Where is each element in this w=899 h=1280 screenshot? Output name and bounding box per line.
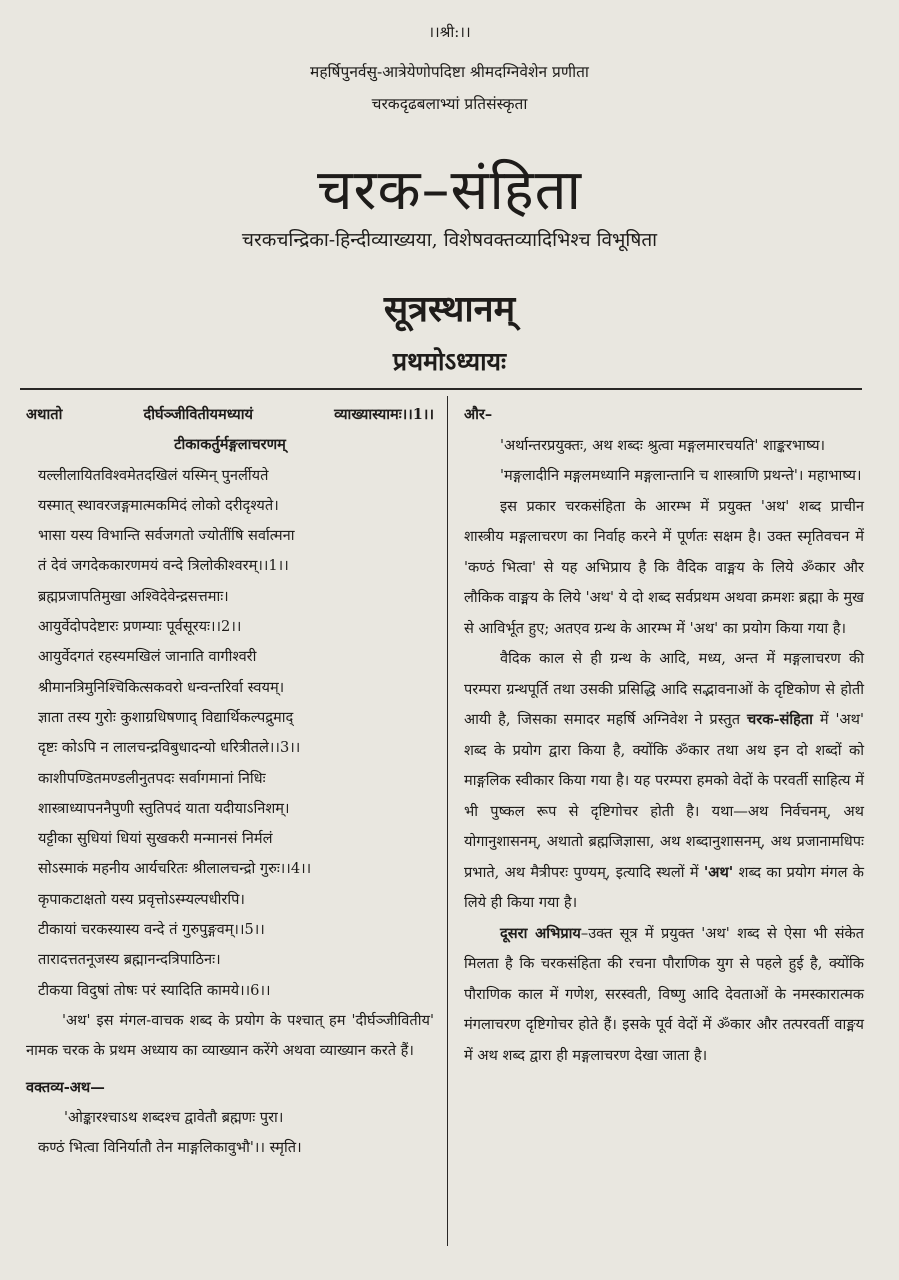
- tika-heading: टीकाकर्तुर्मङ्गलाचरणम्: [174, 436, 286, 454]
- body-paragraph: [464, 644, 864, 919]
- verse-line: तं देवं जगदेककारणमयं वन्दे त्रिलोकीश्वरम्।।1।।: [38, 557, 289, 575]
- verse-line: ज्ञाता तस्य गुरोः कुशाग्रधिषणाद् विद्यार्थिकल्पद्रुमाद्: [38, 708, 294, 726]
- verse-line: ब्रह्मप्रजापतिमुखा अश्विदेवेन्द्रसत्तमाः।: [38, 587, 229, 605]
- subtitle-line-1: महर्षिपुनर्वसु-आत्रेयेणोपदिष्टा श्रीमदग्निवेशेन प्रणीता: [310, 63, 589, 81]
- sutra-word-1: अथातो: [26, 406, 63, 423]
- quote-line: कण्ठं भित्वा विनिर्यातौ तेन माङ्गलिकावुभौ'।। स्मृति।: [38, 1139, 302, 1157]
- text-run: शब्द का प्रयोग मंगल के लिये ही किया गया है।: [464, 863, 864, 911]
- horizontal-rule: [20, 388, 862, 390]
- sutra-word-3: व्याख्यास्यामः।।1।।: [334, 406, 434, 423]
- top-mark: ।।श्री:।।: [428, 23, 471, 41]
- right-column: [464, 400, 864, 1071]
- verse-line: भासा यस्य विभान्ति सर्वजगतो ज्योतींषि सर्वात्मना: [38, 527, 295, 545]
- verse-line: आयुर्वेदोपदेष्टारः प्रणम्याः पूर्वसूरयः।।2।।: [38, 618, 242, 636]
- verse-line: श्रीमानत्रिमुनिश्चिकित्सकवरो धन्वन्तरिर्वा स्वयम्।: [38, 678, 285, 696]
- column-divider: [447, 396, 448, 1246]
- sutra-word-2: दीर्घञ्जीवितीयमध्यायं: [143, 406, 253, 423]
- verse-line: तारादत्ततनूजस्य ब्रह्मानन्दत्रिपाठिनः।: [38, 951, 221, 969]
- vaktavya-heading: वक्तव्य-अथ—: [26, 1078, 105, 1096]
- hindi-paragraph: 'अथ' इस मंगल-वाचक शब्द के प्रयोग के पश्चात् हम 'दीर्घञ्जीवितीय' नामक चरक के प्रथम अध्याय का व्याख्यान करेंगे अथवा व्याख्यान करते हैं।: [26, 1011, 434, 1060]
- verse-line: यस्मात् स्थावरजङ्गमात्मकमिदं लोको दरीदृश्यते।: [38, 496, 279, 514]
- title-subtitle: चरकचन्द्रिका-हिन्दीव्याख्यया, विशेषवक्तव्यादिभिश्च विभूषिता: [241, 229, 658, 251]
- left-column: [26, 400, 434, 1163]
- bold-text: चरक-संहिता: [746, 711, 813, 728]
- verse-line: काशीपण्डितमण्डलीनुतपदः सर्वागमानां निधिः: [38, 769, 266, 787]
- verse-line: आयुर्वेदगतं रहस्यमखिलं जानाति वागीश्वरी: [38, 648, 257, 666]
- quote-paragraph: 'अर्थान्तरप्रयुक्तः, अथ शब्दः श्रुत्वा मङ्गलमारचयति' शाङ्करभाष्य।: [500, 436, 826, 454]
- bold-text: दूसरा अभिप्राय: [500, 924, 581, 942]
- page-title: चरक–संहिता: [317, 158, 582, 223]
- verse-line: यट्टीका सुधियां धियां सुखकरी मन्मानसं निर्मलं: [38, 830, 273, 848]
- quote-paragraph: 'मङ्गलादीनि मङ्गलमध्यानि मङ्गलान्तानि च शास्त्राणि प्रथन्ते'। महाभाष्य।: [500, 467, 862, 484]
- chapter-title: प्रथमोऽध्यायः: [392, 347, 507, 376]
- aur-heading: और–: [464, 406, 493, 423]
- sutra-line: [26, 400, 434, 430]
- verse-line: टीकायां चरकस्यास्य वन्दे तं गुरुपुङ्गवम्।।5।।: [38, 921, 265, 939]
- quote-line: 'ओङ्कारश्चाऽथ शब्दश्च द्वावेतौ ब्रह्मणः पुरा।: [64, 1108, 284, 1126]
- text-run: –उक्त सूत्र में प्रयुक्त 'अथ' शब्द से ऐसा भी संकेत मिलता है कि चरकसंहिता की रचना पौराणिक युग से पहले हुई है, क्योंकि पौराणिक काल में गणेश, सरस्वती, विष्णु आदि देवताओं के नमस्कारात्मक मंगलाचरण दृष्टिगोचर होते हैं। इसके पूर्व वेदों में ॐकार और तत्परवर्ती वाङ्मय में अथ शब्द द्वारा ही मङ्गलाचरण देखा जाता है।: [464, 924, 864, 1064]
- verse-line: कृपाकटाक्षतो यस्य प्रवृत्तोऽस्म्यल्पधीरपि।: [38, 890, 245, 908]
- verse-line: यल्लीलायितविश्वमेतदखिलं यस्मिन् पुनर्लीयते: [38, 466, 269, 484]
- verse-line: टीकया विदुषां तोषः परं स्यादिति कामये।।6।।: [38, 981, 271, 999]
- body-paragraph: [464, 919, 864, 1072]
- body-paragraph: इस प्रकार चरकसंहिता के आरम्भ में प्रयुक्त 'अथ' शब्द प्राचीन शास्त्रीय मङ्गलाचरण का निर्वाह करने में पूर्णतः सक्षम है। उक्त स्मृतिवचन में 'कण्ठं भित्वा' से यह अभिप्राय है कि वैदिक वाङ्मय के लिये ॐकार और लौकिक वाङ्मय के लिये 'अथ' ये दो शब्द सर्वप्रथम अथवा क्रमशः ब्रह्मा के मुख से आविर्भूत हुए; अतएव ग्रन्थ के आरम्भ में 'अथ' का प्रयोग किया गया है।: [464, 497, 864, 637]
- subtitle-line-2: चरकदृढबलाभ्यां प्रतिसंस्कृता: [371, 95, 528, 113]
- verse-line: शास्त्राध्यापननैपुणी स्तुतिपदं याता यदीयाऽनिशम्।: [38, 799, 290, 817]
- bold-text: 'अथ': [703, 863, 734, 881]
- verse-line: दृष्टः कोऽपि न लालचन्द्रविबुधादन्यो धरित्रीतले।।3।।: [38, 739, 301, 757]
- verse-line: सोऽस्माकं महनीय आर्यचरितः श्रीलालचन्द्रो गुरुः।।4।।: [38, 860, 312, 878]
- section-title: सूत्रस्थानम्: [383, 289, 516, 330]
- text-run: में 'अथ' शब्द के प्रयोग द्वारा किया है, क्योंकि ॐकार तथा अथ इन दो शब्दों को माङ्गलिक स्वीकार किया गया है। यह परम्परा हमको वेदों के परवर्ती साहित्य में भी पुष्कल रूप से दृष्टिगोचर होती है। यथा—अथ निर्वचनम्, अथ योगानुशासनम्, अथातो ब्रह्मजिज्ञासा, अथ शब्दानुशासनम्, अथ प्रजानामधिपः प्रभाते, अथ मैत्रीपरः पुण्यम्, इत्यादि स्थलों में: [464, 711, 864, 881]
- text-run: वैदिक काल से ही ग्रन्थ के आदि, मध्य, अन्त में मङ्गलाचरण की परम्परा ग्रन्थपूर्ति तथा उसकी प्रसिद्धि आदि सद्भावनाओं के दृष्टिकोण से होती आयी है, जिसका समादर महर्षि अग्निवेश ने प्रस्तुत: [464, 650, 864, 728]
